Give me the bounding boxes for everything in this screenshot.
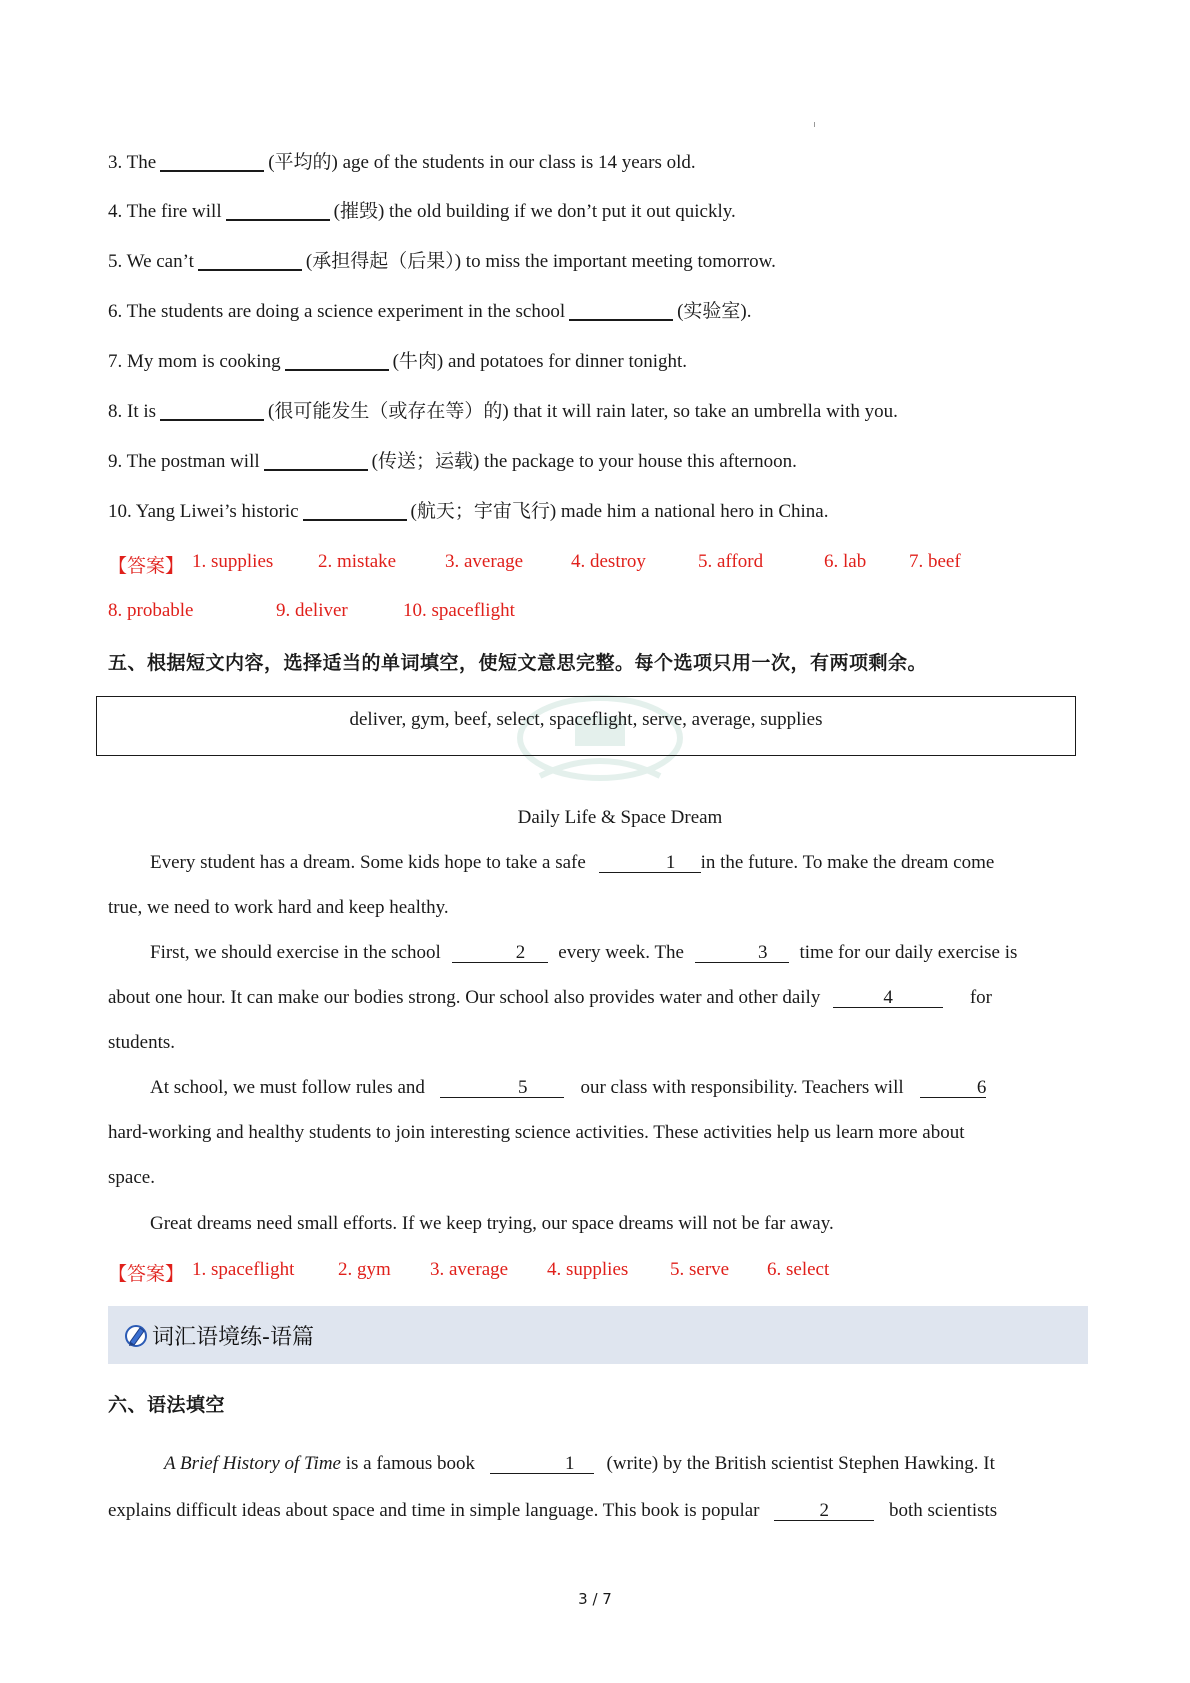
question-text: 3. The [108, 152, 157, 173]
question-9 [108, 451, 797, 471]
question-5 [108, 251, 776, 271]
question-hint: (承担得起（后果）) to miss the important meeting tomorrow. [305, 251, 776, 272]
question-6 [108, 301, 752, 321]
passage-paragraph [108, 1453, 1092, 1475]
passage-text: about one hour. It can make our bodies strong. Our school also provides water and other daily [108, 987, 821, 1008]
scan-mark [814, 122, 815, 127]
answer-item: 10. spaceflight [403, 600, 515, 621]
answer-item: 9. deliver [276, 600, 348, 621]
answer-item: 1. supplies [192, 551, 274, 572]
answer-blank[interactable] [160, 152, 264, 172]
question-text: 8. It is [108, 401, 157, 422]
answer-item: 5. afford [698, 551, 764, 572]
passage-text: Every student has a dream. Some kids hope to take a safe [150, 852, 586, 873]
question-hint: (实验室). [677, 301, 752, 322]
section-heading: 五、根据短文内容，选择适当的单词填空，使短文意思完整。每个选项只用一次，有两项剩余。 [108, 652, 928, 674]
passage-text: is a famous book [345, 1453, 476, 1474]
answer-item: 5. serve [670, 1259, 730, 1280]
question-hint: (航天；宇宙飞行) made him a national hero in China. [410, 501, 829, 522]
section-title: 词汇语境练-语篇 [152, 1325, 314, 1350]
answer-blank[interactable] [285, 351, 389, 371]
answer-item: 6. select [767, 1259, 830, 1280]
passage-paragraph: hard-working and healthy students to join interesting science activities. These activities help us learn more about [108, 1122, 965, 1143]
passage-title: Daily Life & Space Dream [517, 807, 723, 828]
passage-text: First, we should exercise in the school [150, 942, 441, 963]
answer-gap[interactable]: 6 [920, 1078, 986, 1098]
answer-blank[interactable] [198, 251, 302, 271]
answer-item: 1. spaceflight [192, 1259, 295, 1280]
answer-gap[interactable]: 2 [774, 1501, 874, 1521]
question-8 [108, 401, 898, 421]
passage-paragraph: students. [108, 1032, 176, 1053]
passage-text: our class with responsibility. Teachers will [580, 1077, 904, 1098]
question-3 [108, 152, 696, 172]
passage-text: time for our daily exercise is [799, 942, 1018, 963]
answer-label: 【答案】 [108, 1264, 185, 1285]
answer-gap[interactable]: 1 [490, 1454, 594, 1474]
question-7 [108, 351, 687, 371]
answer-blank[interactable] [303, 501, 407, 521]
answer-gap[interactable]: 3 [695, 943, 789, 963]
question-hint: (很可能发生（或存在等）的) that it will rain later, so take an umbrella with you. [268, 401, 898, 422]
answer-gap[interactable]: 1 [599, 853, 701, 873]
passage-paragraph: space. [108, 1167, 155, 1188]
passage-paragraph [108, 987, 1092, 1009]
page-number: 3 / 7 [578, 1590, 612, 1608]
passage-text: explains difficult ideas about space and time in simple language. This book is popular [108, 1500, 760, 1521]
question-text: 10. Yang Liwei’s historic [108, 501, 299, 522]
question-text: 9. The postman will [108, 451, 260, 472]
passage-paragraph: true, we need to work hard and keep healthy. [108, 897, 449, 918]
pencil-icon [124, 1322, 148, 1348]
answer-item: 8. probable [108, 600, 194, 621]
answer-item: 4. supplies [547, 1259, 629, 1280]
question-text: 5. We can’t [108, 251, 194, 272]
passage-text: both scientists [889, 1500, 998, 1521]
answer-item: 4. destroy [571, 551, 646, 572]
question-text: 7. My mom is cooking [108, 351, 281, 372]
passage-text: every week. The [558, 942, 684, 963]
question-hint: (摧毁) the old building if we don’t put it out quickly. [333, 201, 736, 222]
passage-paragraph: Great dreams need small efforts. If we keep trying, our space dreams will not be far away. [150, 1213, 834, 1234]
answer-item: 3. average [445, 551, 524, 572]
answer-blank[interactable] [569, 301, 673, 321]
answer-gap[interactable]: 4 [833, 988, 943, 1008]
book-title: A Brief History of Time [164, 1453, 341, 1474]
answer-item: 3. average [430, 1259, 509, 1280]
passage-text: for [969, 987, 992, 1008]
answer-blank[interactable] [226, 201, 330, 221]
word-bank: deliver, gym, beef, select, spaceflight, serve, average, supplies [96, 696, 1076, 756]
answer-item: 7. beef [909, 551, 961, 572]
section-bar [108, 1306, 1088, 1364]
answer-blank[interactable] [264, 451, 368, 471]
answer-gap[interactable]: 5 [440, 1078, 564, 1098]
section-heading: 六、语法填空 [108, 1394, 226, 1416]
answer-item: 6. lab [824, 551, 867, 572]
answer-label: 【答案】 [108, 556, 185, 577]
passage-text: (write) by the British scientist Stephen Hawking. It [606, 1453, 995, 1474]
question-hint: (牛肉) and potatoes for dinner tonight. [392, 351, 688, 372]
passage-text: At school, we must follow rules and [150, 1077, 425, 1098]
passage-paragraph [108, 1500, 1092, 1522]
passage-paragraph [108, 942, 1092, 964]
answer-item: 2. gym [338, 1259, 391, 1280]
question-hint: (传送；运载) the package to your house this afternoon. [371, 451, 797, 472]
answer-item: 2. mistake [318, 551, 397, 572]
question-10 [108, 501, 828, 521]
passage-paragraph [108, 852, 1092, 874]
answer-gap[interactable]: 2 [452, 943, 548, 963]
question-text: 6. The students are doing a science experiment in the school [108, 301, 566, 322]
question-hint: (平均的) age of the students in our class is 14 years old. [268, 152, 696, 173]
passage-text: in the future. To make the dream come [700, 852, 995, 873]
passage-paragraph [108, 1077, 1092, 1099]
question-4 [108, 201, 736, 221]
answer-blank[interactable] [160, 401, 264, 421]
question-text: 4. The fire will [108, 201, 222, 222]
